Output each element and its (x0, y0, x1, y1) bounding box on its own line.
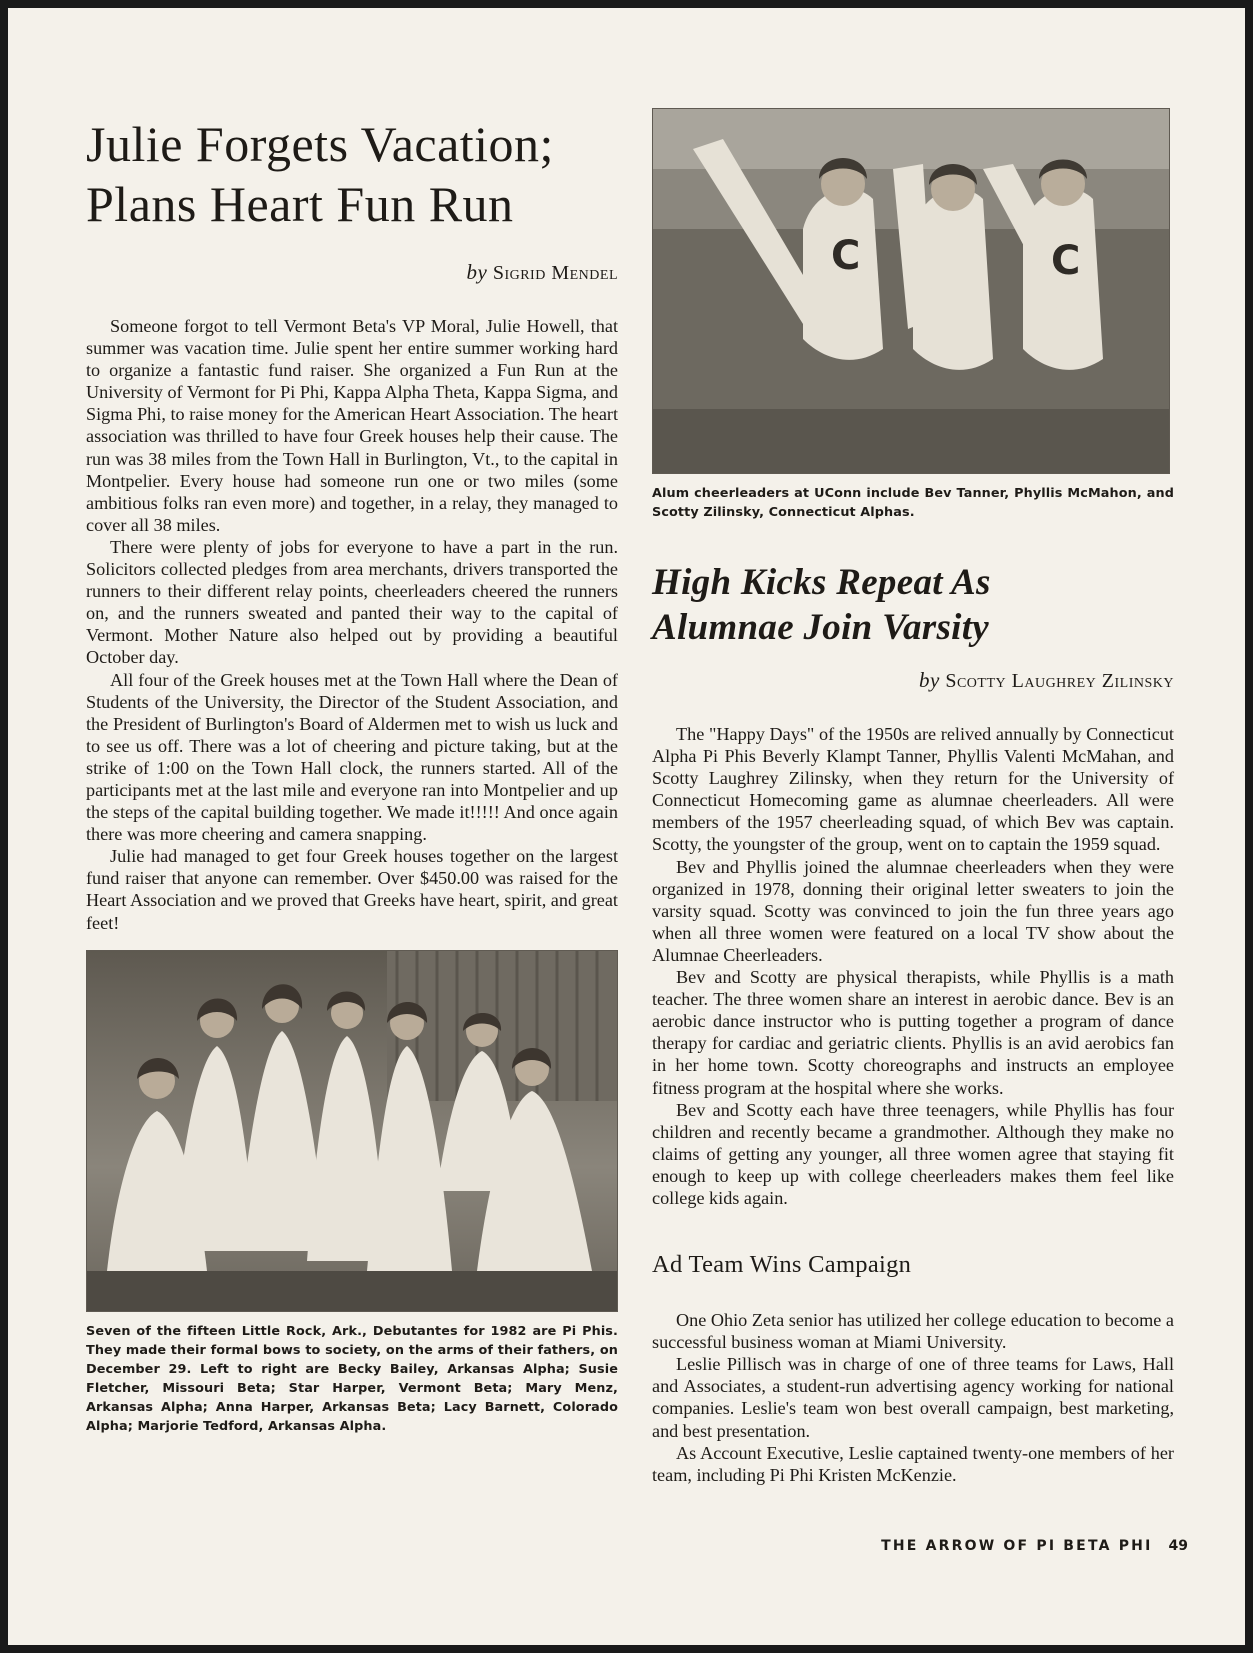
svg-text:C: C (1051, 238, 1081, 284)
article1-paragraph: Someone forgot to tell Vermont Beta's VP Moral, Julie Howell, that summer was vacation time. Julie spent her entire summer working hard to organize a fantastic fund raiser. She organized a Fun Run at the University of Vermont for Pi Phi, Kappa Alpha Theta, Kappa Sigma, and Sigma Phi, to raise money for the American Heart Association. The heart association was thrilled to have four Greek houses help their cause. The run was 38 miles from the Town Hall in Burlington, Vt., to the capital in Montpelier. Every house had someone run one or two miles (some ambitious folks ran even more) and together, in a relay, they managed to cover all 38 miles. (86, 316, 618, 535)
article2-title (652, 560, 1174, 650)
article1-title-line2: Plans Heart Fun Run (86, 176, 514, 232)
article2-body (652, 723, 1174, 1209)
article2-paragraph: The "Happy Days" of the 1950s are relived annually by Connecticut Alpha Pi Phis Beverly Klampt Tanner, Phyllis Valenti McMahan, and Scotty Laughrey Zilinsky, when they return for the University of Connecticut Homecoming game as alumnae cheerleaders. All were members of the 1957 cheerleading squad, of which Bev was captain. Scotty, the youngster of the group, went on to captain the 1959 squad. (652, 724, 1174, 855)
publication-name: THE ARROW OF PI BETA PHI (881, 1538, 1153, 1554)
article2-byline (652, 668, 1174, 693)
article2-author: Scotty Laughrey Zilinsky (945, 670, 1174, 692)
article1-title (86, 114, 618, 234)
article2-paragraph: Bev and Scotty are physical therapists, while Phyllis is a math teacher. The three women share an interest in aerobic dance. Bev is an aerobic dance instructor who is putting together a program of dance therapy for cardiac and geriatric clients. Phyllis is an avid aerobics fan in her home town. Scotty choreographs and instructs an employee fitness program at the hospital where she works. (652, 967, 1174, 1098)
page (8, 8, 1245, 1645)
article1-author: Sigrid Mendel (492, 262, 618, 284)
article1-paragraph: There were plenty of jobs for everyone to have a part in the run. Solicitors collected pledges from area merchants, drivers transported the runners to their different relay points, cheerleaders cheered the runners on, and the runners sweated and panted their way to the capital of Vermont. Mother Nature also helped out by providing a beautiful October day. (86, 536, 618, 668)
article2-paragraph: Bev and Scotty each have three teenagers, while Phyllis has four children and recently became a grandmother. Although they make no claims of getting any younger, all three women agree that staying fit enough to keep up with college cheerleaders makes them feel like college kids again. (652, 1099, 1174, 1208)
article2-title-line1: High Kicks Repeat As (652, 562, 991, 603)
article3-paragraph: Leslie Pillisch was in charge of one of three teams for Laws, Hall and Associates, a student-run advertising agency working for national companies. Leslie's team won best overall campaign, best marketing, and best presentation. (652, 1354, 1174, 1441)
article3-body (652, 1309, 1174, 1486)
article1-body (86, 315, 618, 934)
page-footer (848, 1538, 1188, 1554)
article1-paragraph: Julie had managed to get four Greek houses together on the largest fund raiser that anyone can remember. Over $450.00 was raised for the Heart Association and we proved that Greeks have heart, spirit, and great feet! (86, 846, 618, 933)
article3-title: Ad Team Wins Campaign (652, 1251, 912, 1279)
article3-paragraph: One Ohio Zeta senior has utilized her college education to become a successful business woman at Miami University. (652, 1310, 1174, 1353)
left-column (86, 108, 618, 1436)
svg-text:C: C (831, 233, 861, 279)
debutantes-photo (86, 950, 618, 1312)
article1-title-line1: Julie Forgets Vacation; (86, 116, 554, 172)
cheerleaders-photo-image (653, 109, 1169, 473)
article2-paragraph: Bev and Phyllis joined the alumnae cheerleaders when they were organized in 1978, donning their original letter sweaters to join the varsity squad. Scotty was convinced to join the fun three years ago when all three women were featured on a local TV show about the Alumnae Cheerleaders. (652, 856, 1174, 965)
cheerleaders-caption: Alum cheerleaders at UConn include Bev Tanner, Phyllis McMahon, and Scotty Zilinsky, Connecticut Alphas. (652, 486, 1174, 520)
article2-by: by (919, 668, 940, 692)
right-column (652, 108, 1174, 1486)
article1-by: by (466, 260, 488, 284)
debutantes-caption: Seven of the fifteen Little Rock, Ark., Debutantes for 1982 are Pi Phis. They made their formal bows to society, on the arms of their fathers, on December 29. Left to right are Becky Bailey, Arkansas Alpha; Susie Fletcher, Missouri Beta; Star Harper, Vermont Beta; Mary Menz, Arkansas Alpha; Anna Harper, Arkansas Beta; Lacy Barnett, Colorado Alpha; Marjorie Tedford, Arkansas Alpha. (86, 1323, 618, 1434)
article1-paragraph: All four of the Greek houses met at the Town Hall where the Dean of Students of the University, the Director of the Student Association, and the President of Burlington's Board of Aldermen met to wish us luck and to see us off. There was a lot of cheering and picture taking, but at the strike of 1:00 on the Town Hall clock, the runners started. All of the participants met at the last mile and everyone ran into Montpelier and up the steps of the capital building together. We made it!!!!! And once again there was more cheering and camera snapping. (86, 669, 618, 845)
article3-paragraph: As Account Executive, Leslie captained twenty-one members of her team, including Pi Phi Kristen McKenzie. (652, 1442, 1174, 1485)
article1-byline (86, 260, 618, 285)
debutantes-photo-image (87, 951, 617, 1311)
article2-title-line2: Alumnae Join Varsity (652, 607, 990, 648)
page-number: 49 (1168, 1538, 1188, 1554)
cheerleaders-photo (652, 108, 1170, 474)
